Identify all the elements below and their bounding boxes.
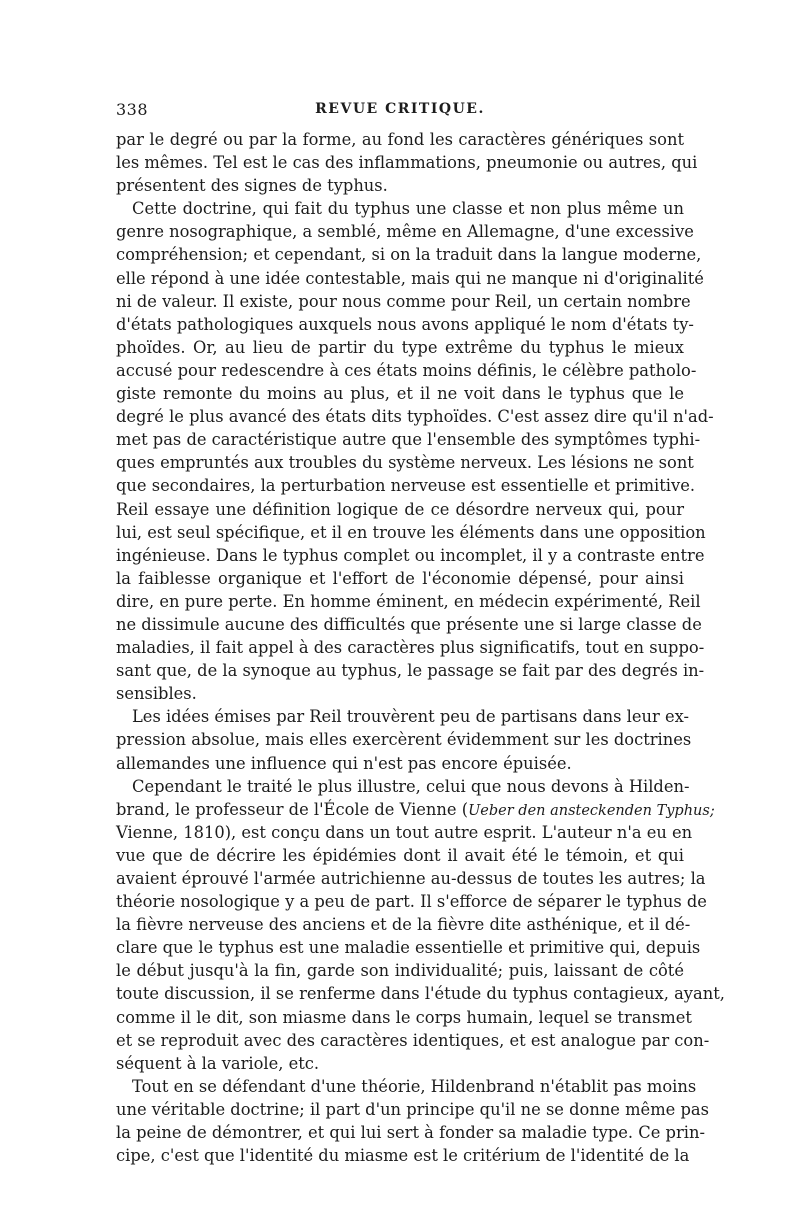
- text-line: ingénieuse. Dans le typhus complet ou incomplet, il y a contraste entre: [116, 545, 705, 565]
- text-line: que secondaires, la perturbation nerveuse est essentielle et primitive.: [116, 476, 696, 496]
- text-line: dire, en pure perte. En homme éminent, en médecin expérimenté, Reil: [116, 591, 701, 611]
- text-segment: brand, le professeur de l'École de Vienne (: [116, 799, 469, 819]
- text-line: Cependant le traité le plus illustre, celui que nous devons à Hilden-: [132, 776, 690, 796]
- text-line: sant que, de la synoque au typhus, le passage se fait par des degrés in-: [116, 661, 705, 681]
- text-line: cipe, c'est que l'identité du miasme est le critérium de l'identité de la: [116, 1146, 690, 1166]
- text-line: d'états pathologiques auxquels nous avons appliqué le nom d'états ty-: [116, 314, 694, 334]
- italic-book-title: Ueber den ansteckenden Typhus;: [468, 802, 715, 819]
- text-line: genre nosographique, a semblé, même en Allemagne, d'une excessive: [116, 222, 694, 242]
- text-line: [116, 798, 715, 821]
- text-line: et se reproduit avec des caractères identiques, et est analogue par con-: [116, 1030, 710, 1050]
- page-number: 338: [116, 100, 149, 119]
- text-line: allemandes une influence qui n'est pas encore épuisée.: [116, 753, 572, 773]
- text-line: clare que le typhus est une maladie essentielle et primitive qui, depuis: [116, 938, 701, 958]
- text-line: pression absolue, mais elles exercèrent évidemment sur les doctrines: [116, 730, 692, 750]
- text-line: accusé pour redescendre à ces états moins définis, le célèbre patholo-: [116, 360, 697, 380]
- text-line: la fièvre nerveuse des anciens et de la fièvre dite asthénique, et il dé-: [116, 915, 691, 935]
- running-title: REVUE CRITIQUE.: [315, 101, 485, 117]
- text-line: ni de valeur. Il existe, pour nous comme pour Reil, un certain nombre: [116, 291, 691, 311]
- text-line: met pas de caractéristique autre que l'ensemble des symptômes typhi-: [116, 430, 701, 450]
- text-line: les mêmes. Tel est le cas des inflammations, pneumonie ou autres, qui: [116, 153, 698, 173]
- text-line: par le degré ou par la forme, au fond les caractères génériques sont: [116, 130, 684, 149]
- text-line: la peine de démontrer, et qui lui sert à fonder sa maladie type. Ce prin-: [116, 1123, 705, 1143]
- text-line: ne dissimule aucune des difficultés que présente une si large classe de: [116, 614, 702, 634]
- text-line: sensibles.: [116, 684, 197, 704]
- text-line: lui, est seul spécifique, et il en trouve les éléments dans une opposition: [116, 522, 706, 542]
- text-line: le début jusqu'à la fin, garde son individualité; puis, laissant de côté: [116, 961, 684, 981]
- text-line: giste remonte du moins au plus, et il ne voit dans le typhus que le: [116, 384, 684, 404]
- text-line: Reil essaye une définition logique de ce désordre nerveux qui, pour: [116, 499, 684, 519]
- page-header: [116, 100, 684, 122]
- text-line: avaient éprouvé l'armée autrichienne au-dessus de toutes les autres; la: [116, 869, 706, 888]
- text-line: Tout en se défendant d'une théorie, Hildenbrand n'établit pas moins: [132, 1076, 697, 1096]
- text-line: Vienne, 1810), est conçu dans un tout autre esprit. L'auteur n'a eu en: [116, 822, 693, 842]
- text-line: Les idées émises par Reil trouvèrent peu de partisans dans leur ex-: [132, 707, 690, 727]
- text-line: ques empruntés aux troubles du système nerveux. Les lésions ne sont: [116, 453, 694, 473]
- text-line: compréhension; et cependant, si on la traduit dans la langue moderne,: [116, 245, 702, 265]
- text-line: comme il le dit, son miasme dans le corps humain, lequel se transmet: [116, 1007, 692, 1027]
- text-line: présentent des signes de typhus.: [116, 176, 388, 196]
- text-line: degré le plus avancé des états dits typhoïdes. C'est assez dire qu'il n'ad-: [116, 407, 714, 427]
- text-line: toute discussion, il se renferme dans l'étude du typhus contagieux, ayant,: [116, 984, 725, 1004]
- text-line: vue que de décrire les épidémies dont il avait été le témoin, et qui: [116, 845, 684, 865]
- text-line: une véritable doctrine; il part d'un principe qu'il ne se donne même pas: [116, 1099, 709, 1119]
- text-line: phoïdes. Or, au lieu de partir du type extrême du typhus le mieux: [116, 337, 684, 357]
- body-text: [116, 128, 725, 1167]
- text-line: maladies, il fait appel à des caractères plus significatifs, tout en suppo-: [116, 638, 705, 658]
- text-line: séquent à la variole, etc.: [116, 1053, 320, 1073]
- text-line: théorie nosologique y a peu de part. Il s'efforce de séparer le typhus de: [116, 892, 707, 912]
- text-line: elle répond à une idée contestable, mais qui ne manque ni d'originalité: [116, 268, 704, 288]
- text-line: Cette doctrine, qui fait du typhus une classe et non plus même un: [132, 199, 684, 219]
- text-line: la faiblesse organique et l'effort de l'économie dépensé, pour ainsi: [116, 568, 684, 588]
